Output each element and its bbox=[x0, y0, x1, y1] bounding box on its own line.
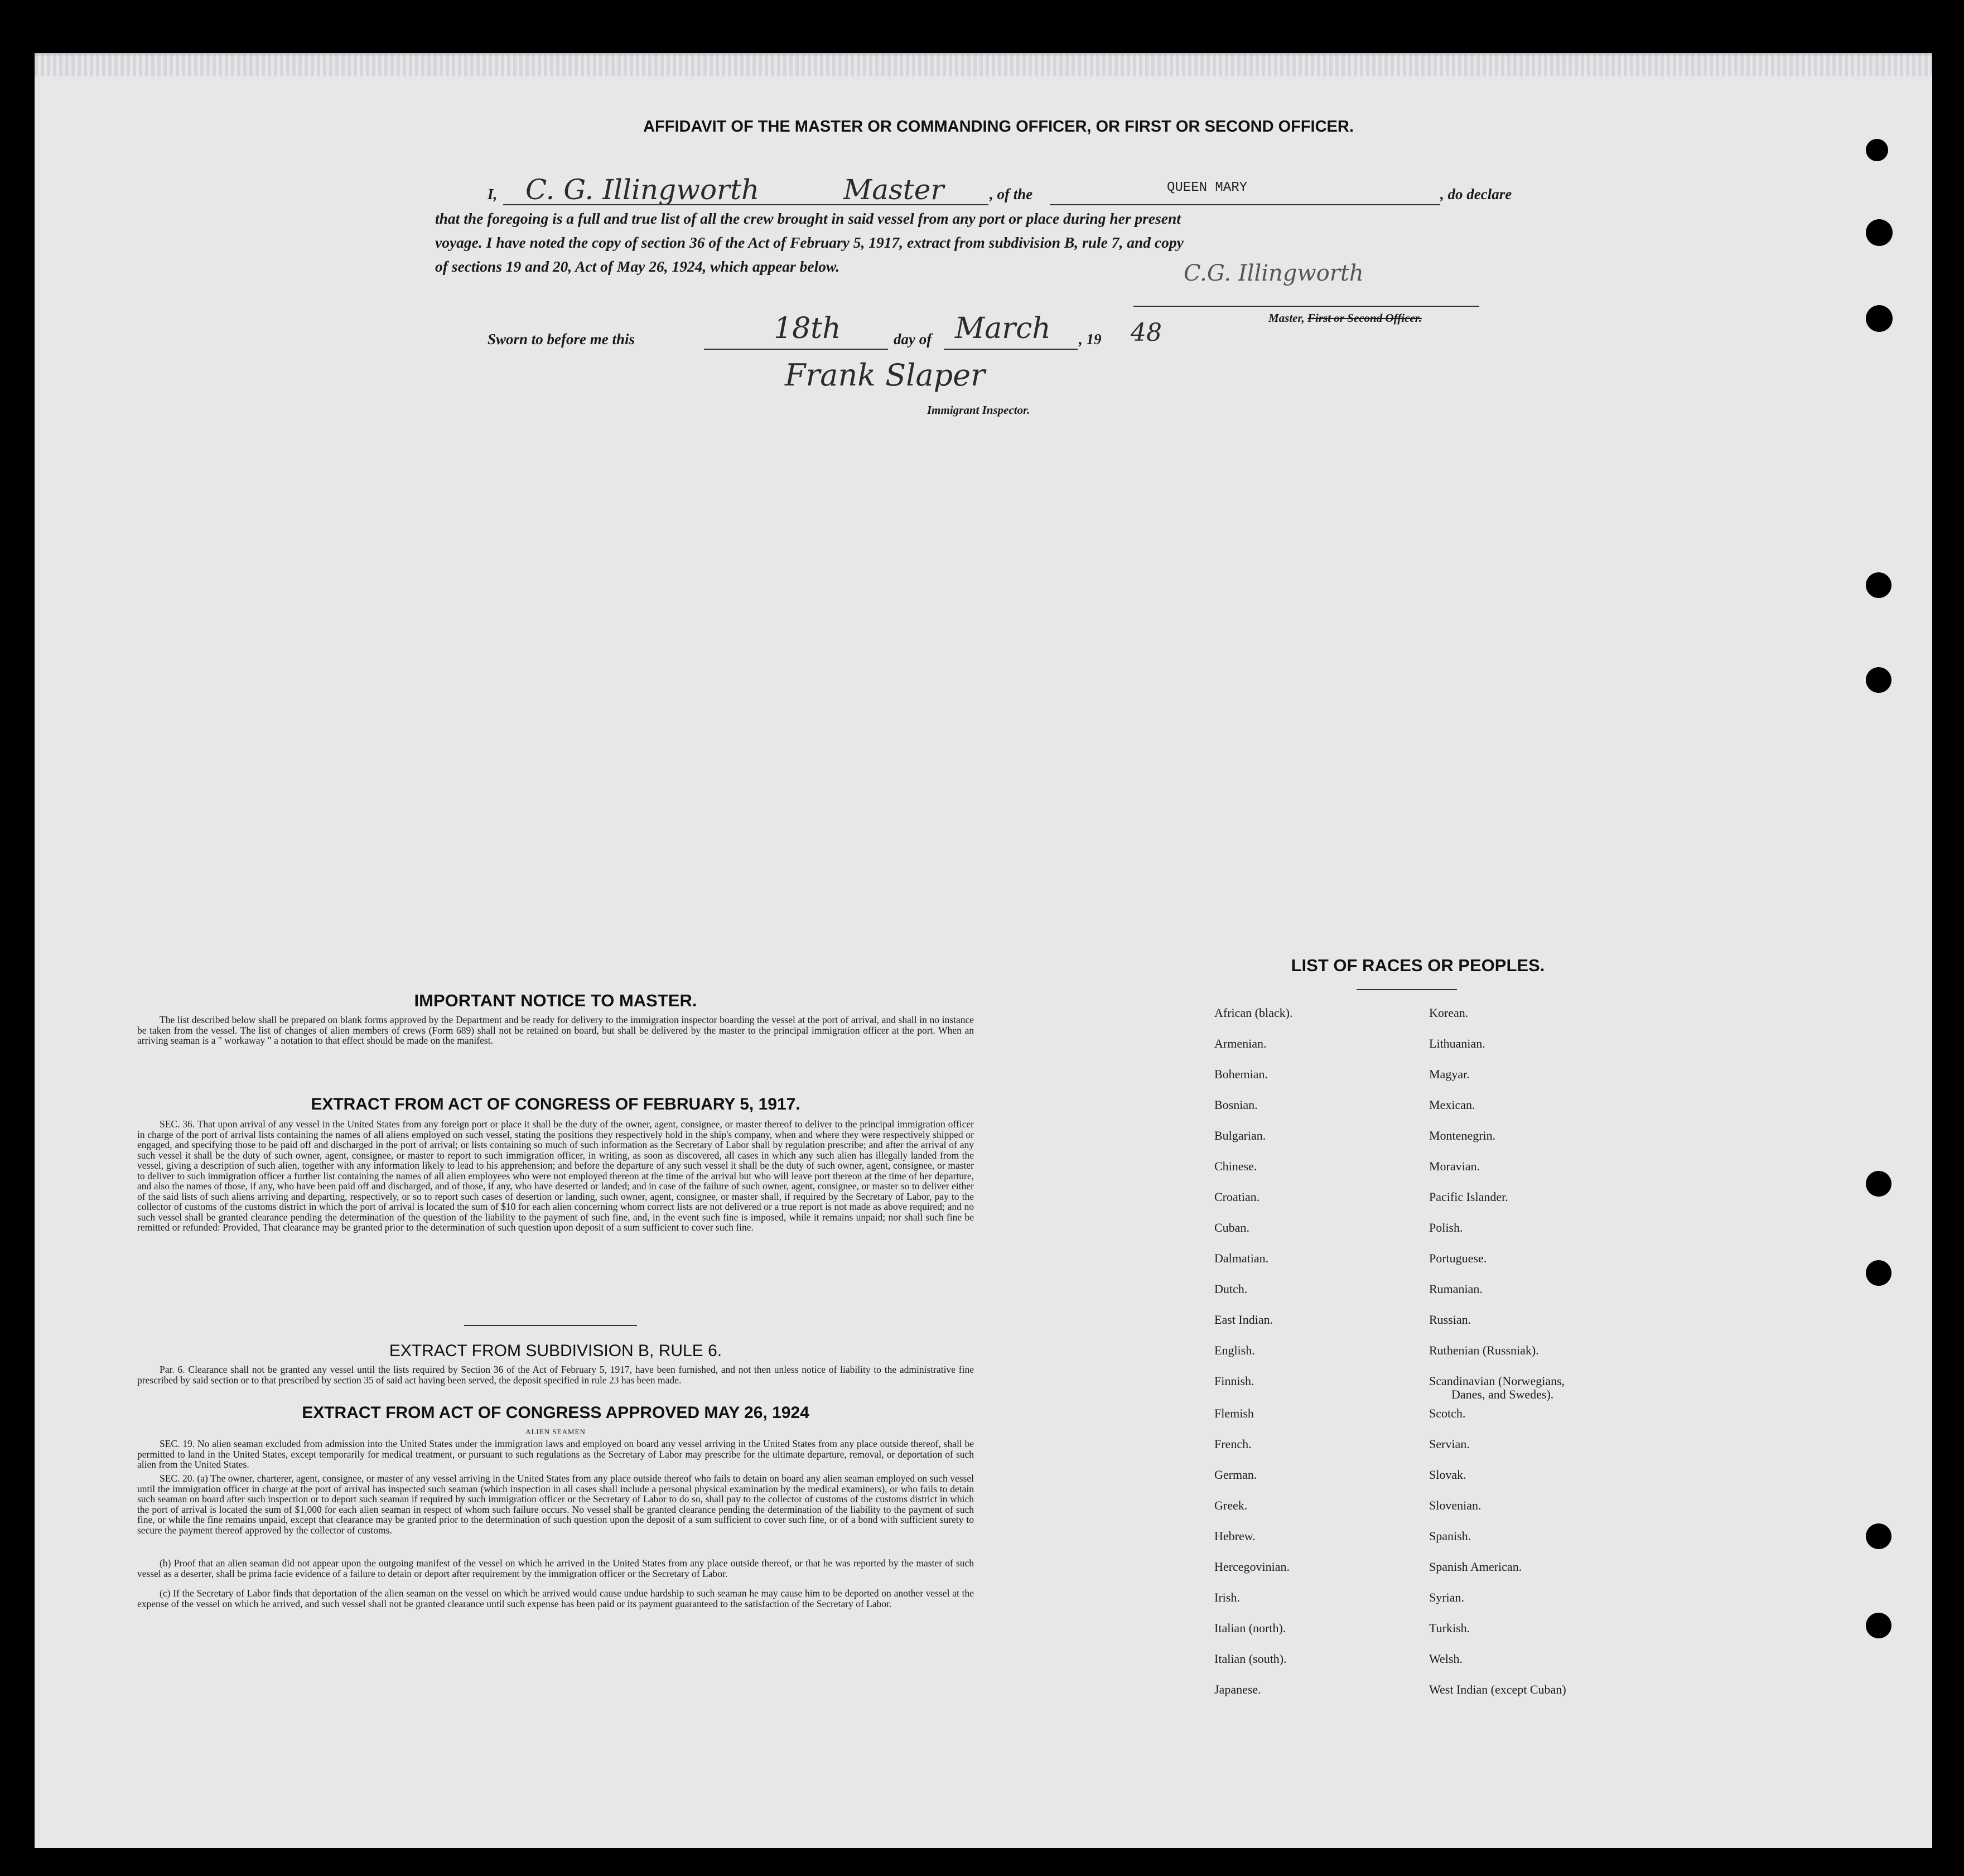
extract-rule6-text: Par. 6. Clearance shall not be granted any vessel until the lists required by Section 36 of the Act of February 5, 1917, have been furnished, and not then unless notice of liability to the administrative fine prescribed by said section or to that prescribed by section 35 of said act having been served, the deposit specified in rule 23 has been made. bbox=[137, 1364, 974, 1386]
extract-1924-subtitle: ALIEN SEAMEN bbox=[525, 1428, 586, 1436]
do-declare-label: , do declare bbox=[1440, 186, 1512, 202]
race-right-item: Montenegrin. bbox=[1429, 1129, 1496, 1142]
extract-1917-title: EXTRACT FROM ACT OF CONGRESS OF FEBRUARY 5, 1917. bbox=[311, 1095, 800, 1113]
race-left-item: Armenian. bbox=[1214, 1036, 1267, 1050]
race-right-item: Scandinavian (Norwegians, bbox=[1429, 1374, 1565, 1388]
punch-hole bbox=[1866, 139, 1888, 161]
race-right-item: Magyar. bbox=[1429, 1067, 1470, 1081]
affidavit-line-3: voyage. I have noted the copy of section 36 of the Act of February 5, 1917, extract from subdivision B, rule 7, and copy bbox=[435, 234, 1184, 251]
signer-title-struck: First or Second Officer. bbox=[1307, 311, 1422, 325]
name-underline bbox=[503, 204, 988, 205]
master-signature: C.G. Illingworth bbox=[1184, 261, 1364, 286]
race-right-item: Spanish American. bbox=[1429, 1560, 1522, 1574]
affidavit-i-label: I, bbox=[488, 186, 498, 202]
race-right-item: Lithuanian. bbox=[1429, 1036, 1485, 1050]
race-right-item: Turkish. bbox=[1429, 1621, 1470, 1635]
of-the-label: , of the bbox=[990, 186, 1033, 202]
vessel-name: QUEEN MARY bbox=[1167, 180, 1248, 195]
race-left-item: Irish. bbox=[1214, 1590, 1240, 1604]
punch-hole bbox=[1866, 572, 1891, 598]
race-left-item: Bohemian. bbox=[1214, 1067, 1268, 1081]
sworn-day-underline bbox=[704, 349, 888, 350]
race-right-item: Spanish. bbox=[1429, 1529, 1471, 1543]
race-right-item: Portuguese. bbox=[1429, 1251, 1487, 1265]
punch-hole bbox=[1866, 667, 1891, 693]
extract-rule6-title: EXTRACT FROM SUBDIVISION B, RULE 6. bbox=[389, 1342, 722, 1360]
divider-1 bbox=[464, 1325, 637, 1326]
race-right-item: Scotch. bbox=[1429, 1406, 1466, 1420]
sworn-day-handwritten: 18th bbox=[774, 312, 841, 345]
affidavit-line-2: that the foregoing is a full and true list of all the crew brought in said vessel from any port or place during her present bbox=[435, 210, 1181, 227]
race-left-item: English. bbox=[1214, 1343, 1255, 1357]
vessel-underline bbox=[1050, 204, 1440, 205]
notice-text: The list described below shall be prepared on blank forms approved by the Department and be ready for delivery to the immigration inspector boarding the vessel at the port of arrival, and shall in no instance be taken from the vessel. The list of changes of alien members of crews (Form 689) shall not be retained on board, but shall be delivered by the master to the principal immigration officer at the port. When an arriving seaman is a " workaway " a notation to that effect should be made on the manifest. bbox=[137, 1014, 974, 1046]
signer-title bbox=[1268, 311, 1422, 325]
race-left-item: Dutch. bbox=[1214, 1282, 1248, 1296]
notice-title: IMPORTANT NOTICE TO MASTER. bbox=[414, 991, 697, 1010]
race-left-item: Italian (south). bbox=[1214, 1652, 1287, 1666]
punch-hole bbox=[1866, 1613, 1891, 1638]
races-title: LIST OF RACES OR PEOPLES. bbox=[1291, 956, 1545, 975]
year-suffix-handwritten: 48 bbox=[1131, 319, 1162, 347]
day-of-label: day of bbox=[894, 331, 932, 348]
punch-hole bbox=[1866, 1523, 1891, 1549]
race-right-item-continuation: Danes, and Swedes). bbox=[1451, 1387, 1554, 1401]
sworn-label: Sworn to before me this bbox=[488, 331, 635, 348]
race-left-item: Hercegovinian. bbox=[1214, 1560, 1290, 1574]
signer-title-prefix: Master, bbox=[1268, 311, 1305, 325]
race-right-item: Welsh. bbox=[1429, 1652, 1463, 1666]
master-role-handwritten: Master bbox=[843, 173, 944, 206]
race-right-item: Korean. bbox=[1429, 1006, 1469, 1020]
race-right-item: Rumanian. bbox=[1429, 1282, 1483, 1296]
race-right-item: Polish. bbox=[1429, 1221, 1463, 1234]
race-right-item: West Indian (except Cuban) bbox=[1429, 1682, 1566, 1696]
signature-underline bbox=[1133, 306, 1479, 307]
affidavit-line-4: of sections 19 and 20, Act of May 26, 1924, which appear below. bbox=[435, 258, 840, 275]
extract-1917-text: SEC. 36. That upon arrival of any vessel in the United States from any foreign port or place it shall be the duty of the owner, agent, consignee, or master thereof to deliver to the principal immigration officer in charge of the port of arrival lists containing the names of all aliens employed on such vessel, stating the positions they respectively hold in the ship's company, when and where they were respectively shipped or engaged, and specifying those to be paid off and discharged in the port of arrival; or lists containing so much of such information as the Secretary of Labor shall by regulation prescribe; and after the arrival of any such vessel it shall be the duty of such owner, agent, consignee, or master to report to such immigration officer, in writing, as soon as discovered, all cases in which any such alien has illegally landed from the vessel, giving a description of such alien, together with any information likely to lead to his apprehension; and before the departure of any such vessel it shall be the duty of such owner, agent, consignee, or master to deliver to such immigration officer a further list containing the names of all alien employees who were not employed thereon at the time of the arrival but who will leave port thereon at the time of her departure, and also the names of those, if any, who have been paid off and discharged, and of those, if any, who have deserted or landed; and in case of the failure of such owner, agent, consignee, or master so to deliver either of the said lists of such aliens arriving and departing, respectively, or so to report such cases of desertion or landing, such owner, agent, consignee, or master shall, if required by the Secretary of Labor, pay to the collector of customs of the customs district in which the port of arrival is located the sum of $10 for each alien concerning whom correct lists are not delivered or a true report is not made as above required; and no such vessel shall be granted clearance pending the determination of the question of the liability to the payment of such fine, and, in the event such fine is imposed, while it remains unpaid; nor shall such fine be remitted or refunded: Provided, That clearance may be granted prior to the determination of such question upon deposit of a sum sufficient to cover such fine. bbox=[137, 1118, 974, 1233]
sworn-month-handwritten: March bbox=[955, 312, 1051, 345]
race-left-item: Chinese. bbox=[1214, 1159, 1257, 1173]
race-right-item: Syrian. bbox=[1429, 1590, 1464, 1604]
master-name-handwritten: C. G. Illingworth bbox=[525, 173, 760, 206]
race-left-item: Croatian. bbox=[1214, 1190, 1260, 1204]
race-right-item: Russian. bbox=[1429, 1313, 1471, 1327]
affidavit-title: AFFIDAVIT OF THE MASTER OR COMMANDING OFFICER, OR FIRST OR SECOND OFFICER. bbox=[643, 118, 1354, 136]
race-right-item: Slovenian. bbox=[1429, 1498, 1482, 1512]
punch-hole bbox=[1866, 1260, 1891, 1286]
race-left-item: Italian (north). bbox=[1214, 1621, 1286, 1635]
extract-1924-sec20b: (b) Proof that an alien seaman did not appear upon the outgoing manifest of the vessel on which he arrived in the United States from any place outside thereof, or that he was reported by the master of such vessel as a deserter, shall be prima facie evidence of a failure to detain or deport after requirement by the immigration officer or the Secretary of Labor. bbox=[137, 1557, 974, 1579]
year-prefix: , 19 bbox=[1079, 331, 1102, 348]
race-right-item: Slovak. bbox=[1429, 1468, 1466, 1482]
race-left-item: German. bbox=[1214, 1468, 1257, 1482]
race-left-item: Bosnian. bbox=[1214, 1098, 1258, 1112]
document-page bbox=[35, 53, 1932, 1848]
extract-1924-sec20c: (c) If the Secretary of Labor finds that deportation of the alien seaman on the vessel on which he arrived would cause undue hardship to such seaman he may cause him to be deported on another vessel at the expense of the vessel on which he arrived, and such vessel shall not be granted clearance until such expense has been paid or its payment guaranteed to the satisfaction of the Secretary of Labor. bbox=[137, 1588, 974, 1609]
extract-1924-sec20a: SEC. 20. (a) The owner, charterer, agent, consignee, or master of any vessel arriving in the United States from any place outside thereof who fails to detain on board any alien seaman employed on such vessel until the immigration officer in charge at the port of arrival has inspected such seaman (which inspection in all cases shall include a personal physical examination by the medical examiners), or who fails to detain such seaman on board after such inspection or to deport such seaman if required by such immigration officer or the Secretary of Labor to do so, shall pay to the collector of customs of the customs district in which the port of arrival is located the sum of $1,000 for each alien seaman in respect of whom such failure occurs. No vessel shall be granted clearance pending the determination of the liability to the payment of such fine, or while the fine remains unpaid, except that clearance may be granted prior to the determination of such question upon the deposit of a sum sufficient to cover such fine, or of a bond with sufficient surety to secure the payment thereof approved by the collector of customs. bbox=[137, 1473, 974, 1536]
race-left-item: Flemish bbox=[1214, 1406, 1254, 1420]
punch-hole bbox=[1866, 219, 1893, 246]
race-left-item: Bulgarian. bbox=[1214, 1129, 1266, 1142]
race-right-item: Mexican. bbox=[1429, 1098, 1475, 1112]
race-right-item: Servian. bbox=[1429, 1437, 1470, 1451]
race-right-item: Pacific Islander. bbox=[1429, 1190, 1508, 1204]
punch-hole bbox=[1866, 1171, 1891, 1197]
sworn-month-underline bbox=[944, 349, 1078, 350]
race-left-item: Finnish. bbox=[1214, 1374, 1254, 1388]
race-right-item: Moravian. bbox=[1429, 1159, 1480, 1173]
race-left-item: Hebrew. bbox=[1214, 1529, 1256, 1543]
inspector-label: Immigrant Inspector. bbox=[927, 403, 1030, 417]
race-left-item: Japanese. bbox=[1214, 1682, 1261, 1696]
race-left-item: Greek. bbox=[1214, 1498, 1248, 1512]
race-right-item: Ruthenian (Russniak). bbox=[1429, 1343, 1539, 1357]
inspector-signature: Frank Slaper bbox=[785, 358, 985, 393]
punch-hole bbox=[1866, 305, 1893, 332]
extract-1924-sec19: SEC. 19. No alien seaman excluded from admission into the United States under the immigration laws and employed on board any vessel arriving in the United States from any place outside thereof, shall be permitted to land in the United States, except temporarily for medical treatment, or pursuant to such regulations as the Secretary of Labor may prescribe for the ultimate departure, removal, or deportation of such alien from the United States. bbox=[137, 1438, 974, 1470]
race-left-item: French. bbox=[1214, 1437, 1252, 1451]
race-left-item: East Indian. bbox=[1214, 1313, 1273, 1327]
races-title-underline bbox=[1357, 989, 1457, 990]
race-left-item: Cuban. bbox=[1214, 1221, 1249, 1234]
extract-1924-title: EXTRACT FROM ACT OF CONGRESS APPROVED MAY 26, 1924 bbox=[302, 1404, 809, 1422]
race-left-item: Dalmatian. bbox=[1214, 1251, 1269, 1265]
race-left-item: African (black). bbox=[1214, 1006, 1293, 1020]
